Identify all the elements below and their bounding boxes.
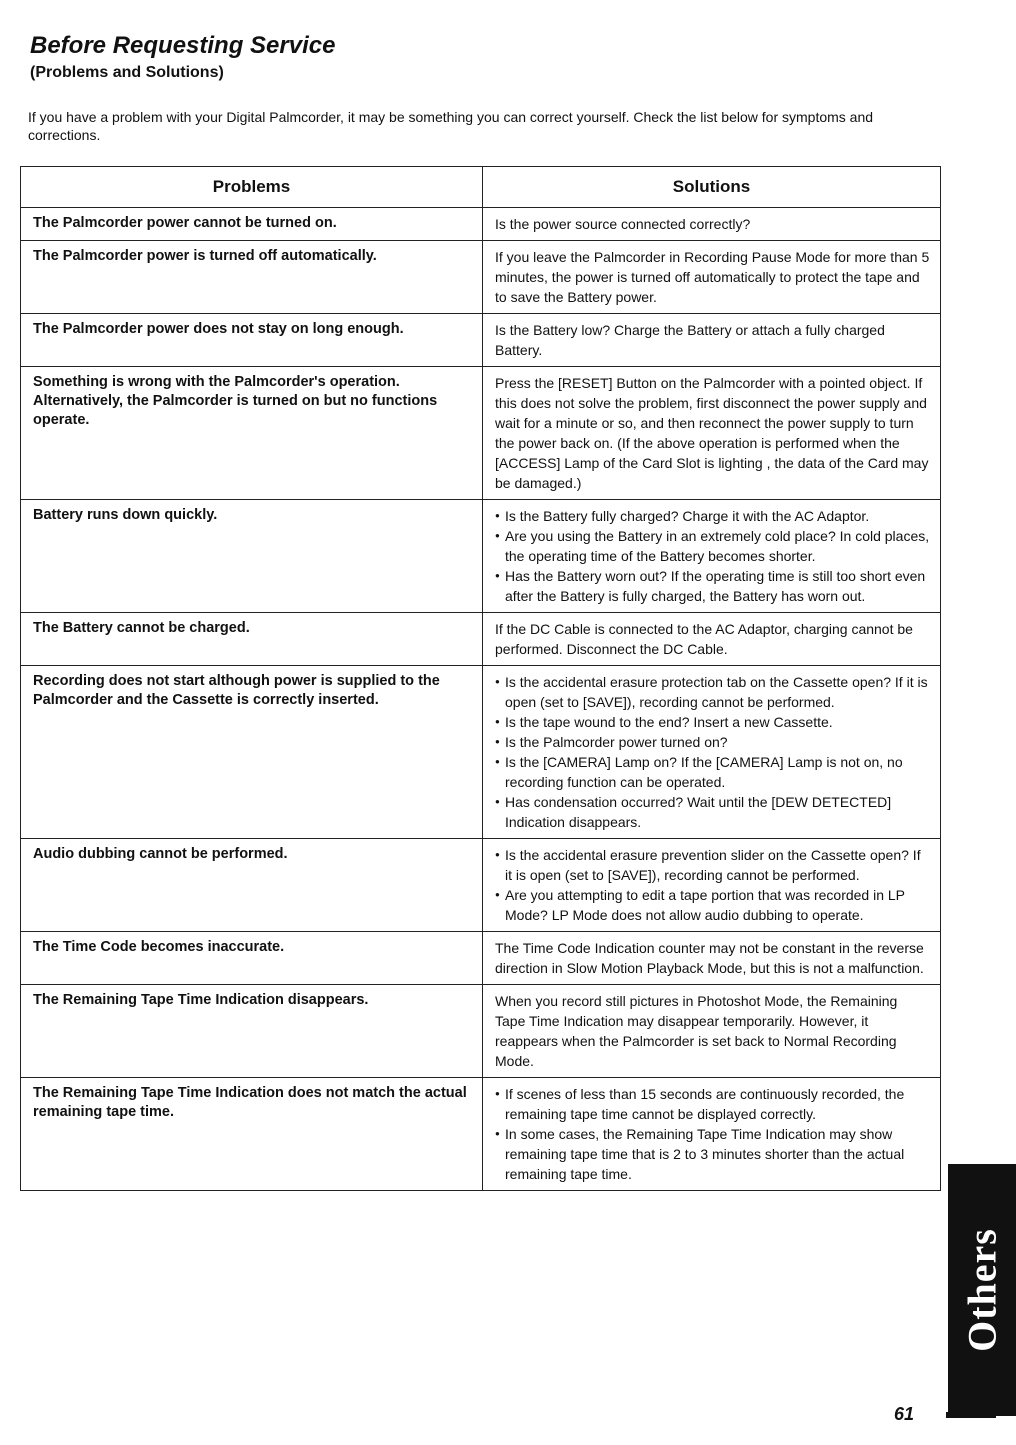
problem-cell: The Battery cannot be charged.: [21, 613, 483, 666]
solution-bullet-list: [495, 672, 930, 832]
solution-bullet: ● In some cases, the Remaining Tape Time Indication may show remaining tape time that is 2 to 3 minutes shorter than the actual remaining tape time.: [495, 1124, 930, 1184]
solution-cell: [483, 613, 941, 666]
problem-cell: Recording does not start although power is supplied to the Palmcorder and the Cassette is correctly inserted.: [21, 666, 483, 839]
problems-solutions-table: [20, 166, 941, 1191]
problem-cell: The Remaining Tape Time Indication does not match the actual remaining tape time.: [21, 1078, 483, 1191]
problem-cell: The Palmcorder power cannot be turned on.: [21, 208, 483, 241]
solution-cell: [483, 241, 941, 314]
solution-bullet-list: [495, 1084, 930, 1184]
section-side-tab: [948, 1164, 1016, 1416]
problem-cell: Battery runs down quickly.: [21, 500, 483, 613]
solution-cell: [483, 839, 941, 932]
solution-cell: [483, 367, 941, 500]
table-row: [21, 500, 941, 613]
solution-bullet: ● Is the Palmcorder power turned on?: [495, 732, 930, 752]
table-row: [21, 314, 941, 367]
solution-bullet: ● Is the Battery fully charged? Charge it with the AC Adaptor.: [495, 506, 930, 526]
page-number: 61: [894, 1404, 915, 1424]
solution-text: When you record still pictures in Photoshot Mode, the Remaining Tape Time Indication may disappear temporarily. However, it reappears when the Palmcorder is set back to Normal Recording Mode.: [495, 993, 898, 1069]
table-row: [21, 985, 941, 1078]
problems-column-header: Problems: [21, 167, 483, 208]
solution-bullet: ● Has the Battery worn out? If the operating time is still too short even after the Battery is fully charged, the Battery has worn out.: [495, 566, 930, 606]
solution-cell: [483, 666, 941, 839]
solution-bullet-list: [495, 845, 930, 925]
table-header-row: [21, 167, 941, 208]
solution-bullet: ● Are you attempting to edit a tape portion that was recorded in LP Mode? LP Mode does not allow audio dubbing to operate.: [495, 885, 930, 925]
table-row: [21, 1078, 941, 1191]
table-body: [21, 208, 941, 1191]
solution-bullet: ● Is the tape wound to the end? Insert a new Cassette.: [495, 712, 930, 732]
table-row: [21, 932, 941, 985]
table-row: [21, 839, 941, 932]
solution-bullet: ● Is the accidental erasure prevention slider on the Cassette open? If it is open (set to [SAVE]), recording cannot be performed.: [495, 845, 930, 885]
table-row: [21, 241, 941, 314]
page-title: Before Requesting Service: [30, 32, 336, 59]
solution-text: If the DC Cable is connected to the AC Adaptor, charging cannot be performed. Disconnect the DC Cable.: [495, 621, 913, 657]
table-row: [21, 367, 941, 500]
solution-text: The Time Code Indication counter may not be constant in the reverse direction in Slow Motion Playback Mode, but this is not a malfunction.: [495, 940, 924, 976]
solution-bullet-list: [495, 506, 930, 606]
solution-bullet: ● If scenes of less than 15 seconds are continuously recorded, the remaining tape time cannot be displayed correctly.: [495, 1084, 930, 1124]
side-tab-label: Others: [959, 1228, 1005, 1352]
problem-cell: The Time Code becomes inaccurate.: [21, 932, 483, 985]
solution-cell: [483, 314, 941, 367]
solution-text: Is the Battery low? Charge the Battery or attach a fully charged Battery.: [495, 322, 885, 358]
solution-bullet: ● Is the [CAMERA] Lamp on? If the [CAMERA] Lamp is not on, no recording function can be operated.: [495, 752, 930, 792]
solution-cell: [483, 208, 941, 241]
solution-cell: [483, 500, 941, 613]
table-row: [21, 208, 941, 241]
solution-bullet: ● Has condensation occurred? Wait until the [DEW DETECTED] Indication disappears.: [495, 792, 930, 832]
solution-text: Press the [RESET] Button on the Palmcorder with a pointed object. If this does not solve the problem, first disconnect the power supply and wait for a minute or so, and then reconnect the power supply to turn the power back on. (If the above operation is performed when the [ACCESS] Lamp of the Card Slot is lighting , the data of the Card may be damaged.): [495, 375, 929, 491]
solution-bullet: ● Is the accidental erasure protection tab on the Cassette open? If it is open (set to [SAVE]), recording cannot be performed.: [495, 672, 930, 712]
table-row: [21, 666, 941, 839]
problem-cell: Audio dubbing cannot be performed.: [21, 839, 483, 932]
page-subtitle: (Problems and Solutions): [30, 64, 224, 81]
problem-cell: The Remaining Tape Time Indication disappears.: [21, 985, 483, 1078]
solution-text: Is the power source connected correctly?: [495, 216, 751, 232]
table-row: [21, 613, 941, 666]
intro-paragraph: If you have a problem with your Digital Palmcorder, it may be something you can correct yourself. Check the list below for symptoms and corrections.: [28, 109, 874, 143]
solution-text: If you leave the Palmcorder in Recording Pause Mode for more than 5 minutes, the power is turned off automatically to protect the tape and to save the Battery power.: [495, 249, 930, 305]
problem-cell: The Palmcorder power does not stay on long enough.: [21, 314, 483, 367]
solution-cell: [483, 985, 941, 1078]
solutions-column-header: Solutions: [483, 167, 941, 208]
solution-cell: [483, 1078, 941, 1191]
solution-cell: [483, 932, 941, 985]
solution-bullet: ● Are you using the Battery in an extremely cold place? In cold places, the operating time of the Battery becomes shorter.: [495, 526, 930, 566]
problem-cell: The Palmcorder power is turned off automatically.: [21, 241, 483, 314]
problem-cell: Something is wrong with the Palmcorder's operation. Alternatively, the Palmcorder is turned on but no functions operate.: [21, 367, 483, 500]
side-tab-underline: [946, 1412, 996, 1418]
